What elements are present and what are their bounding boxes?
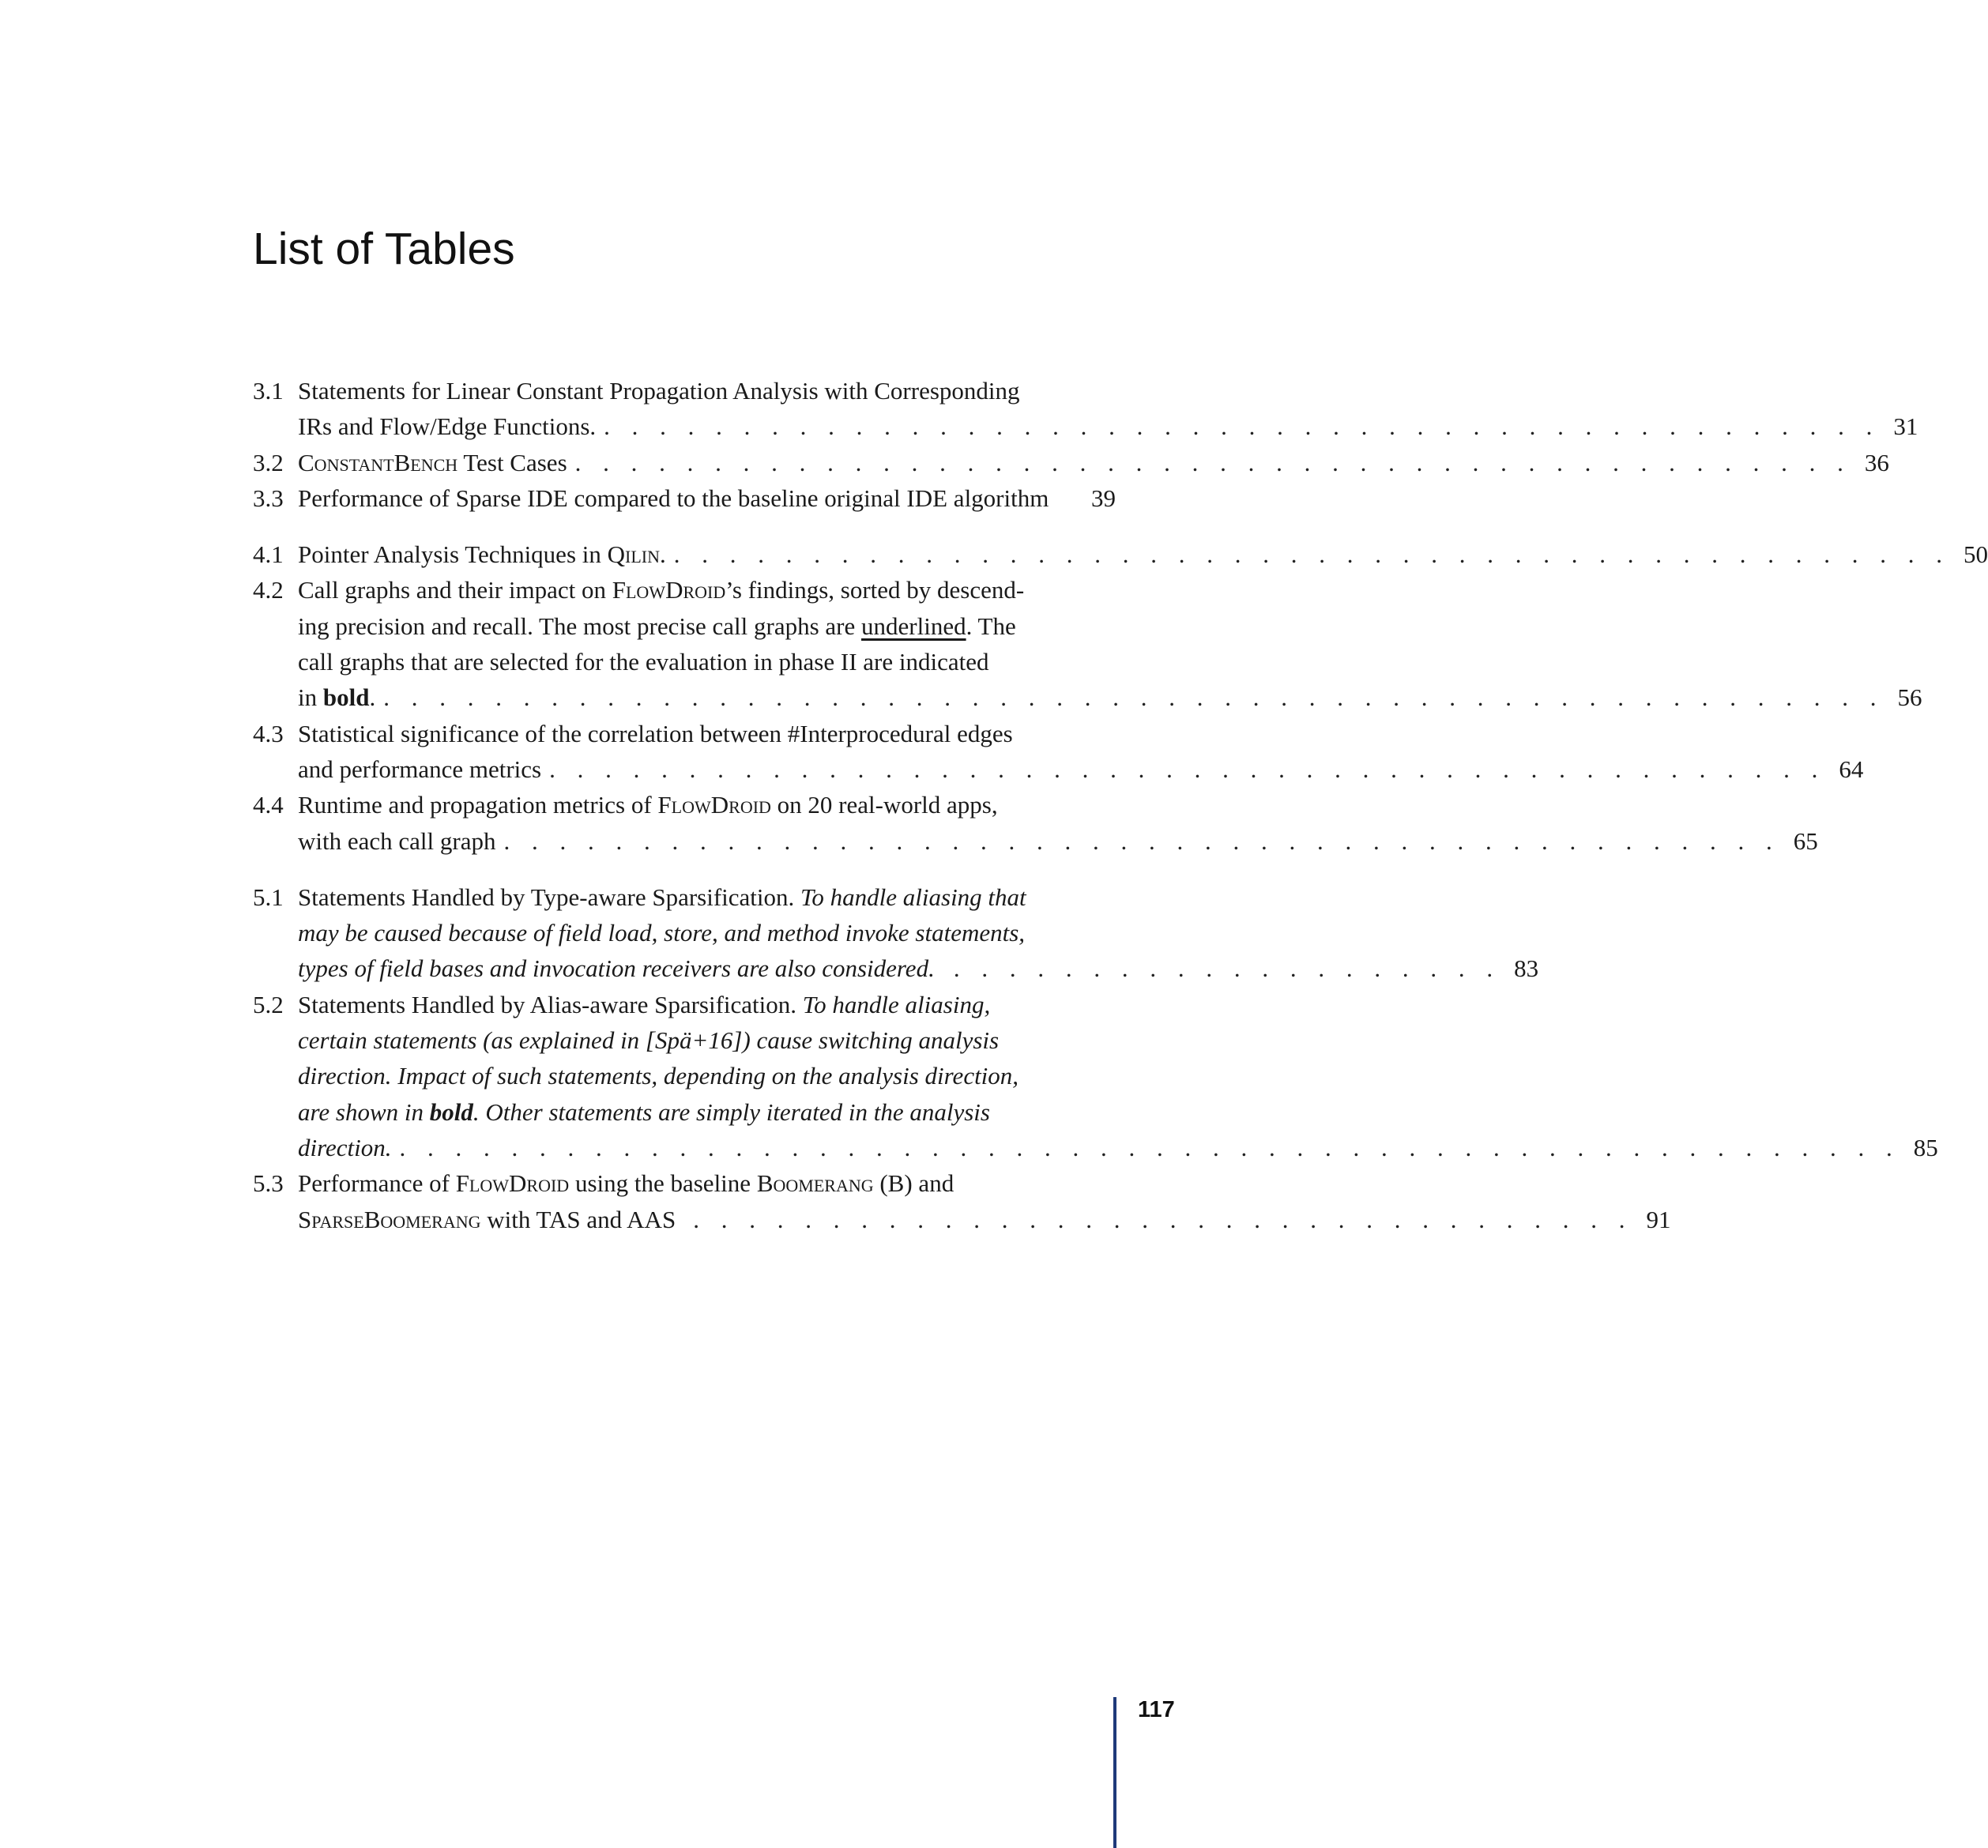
entry-text: . [660, 540, 666, 569]
lot-entry-3-1[interactable] [253, 373, 1918, 445]
entry-text-line: call graphs that are selected for the evaluation in phase II are indicated [298, 648, 989, 676]
page-number: 65 [1793, 826, 1818, 855]
leader-dots: . . . . . . . . . . . . . . . . . . . . . . . . . . . . . . . . . . . . . . . . . . . . . . [549, 755, 1826, 783]
entry-text: Test Cases [457, 448, 567, 476]
lot-entry-5-2[interactable] [253, 987, 1938, 1165]
lot-entry-4-4[interactable] [253, 787, 1818, 859]
entry-text: on 20 real-world apps, [770, 791, 998, 819]
entry-text: . [369, 683, 376, 712]
page-number: 91 [1646, 1205, 1671, 1233]
leader-dots: . . . . . . . . . . . . . . . . . . . . . . . . . . . . . . . . . . . . . . . . . . . . . . [673, 540, 1950, 569]
page-number: 31 [1893, 412, 1918, 441]
lot-entry-4-3[interactable] [253, 716, 1864, 788]
entry-number: 4.1 [253, 540, 284, 569]
entry-number: 4.3 [253, 719, 284, 747]
italic-text: To handle aliasing, [802, 990, 991, 1018]
entry-text: Call graphs and their impact on [298, 576, 612, 604]
italic-text-line: direction. Impact of such statements, depending on the analysis direction, [298, 1062, 1019, 1090]
tool-name: FlowDroid [657, 791, 771, 819]
leader-dots: . . . . . . . . . . . . . . . . . . . . . . . . . . . . . . . . . . . . . . . . . . . . . . [503, 826, 1780, 855]
bold-word: bold [429, 1097, 473, 1126]
entry-number: 5.3 [253, 1169, 284, 1198]
entry-text: . The [966, 612, 1016, 640]
entry-text-line: Statistical significance of the correlation between #Interprocedural edges [298, 719, 1013, 747]
page-number: 85 [1913, 1133, 1938, 1161]
list-of-tables [253, 373, 1988, 1258]
page-number: 56 [1897, 683, 1922, 712]
entry-text: Statements Handled by Type-aware Sparsification. [298, 883, 801, 911]
italic-text: To handle aliasing that [800, 883, 1026, 911]
italic-text-line: direction. [298, 1133, 392, 1161]
entry-number: 3.1 [253, 377, 284, 405]
entry-text-line: IRs and Flow/Edge Functions. [298, 412, 597, 441]
entry-text: Pointer Analysis Techniques in [298, 540, 608, 569]
entry-number: 3.3 [253, 484, 284, 512]
entry-text: Statements Handled by Alias-aware Sparsification. [298, 990, 803, 1018]
lot-entry-3-2[interactable] [253, 445, 1889, 480]
entry-number: 5.1 [253, 883, 284, 911]
bold-word: bold [322, 683, 370, 712]
leader-dots: . . . . . . . . . . . . . . . . . . . . . . . . . . . . . . . . . . . . . . . . . . . . . . . . . . . . . . [399, 1133, 1900, 1161]
italic-text-line: may be caused because of field load, store, and method invoke statements, [298, 919, 1026, 947]
entry-text-line: and performance metrics [298, 755, 542, 783]
leader-dots: . . . . . . . . . . . . . . . . . . . . . . . . . . . . . . . . . . [693, 1205, 1633, 1233]
lot-entry-5-3[interactable] [253, 1165, 1671, 1237]
entry-number: 3.2 [253, 448, 284, 476]
lot-entry-4-2[interactable] [253, 572, 1922, 715]
lot-entry-3-3[interactable] [253, 480, 1116, 516]
page-number: 64 [1839, 755, 1864, 783]
entry-text: in [298, 683, 323, 712]
chapter-3-group [253, 373, 1918, 516]
entry-text: (B) and [873, 1169, 954, 1198]
entry-text: ing precision and recall. The most precise call graphs are [298, 612, 862, 640]
entry-text-line: with each call graph [298, 826, 496, 855]
page-number: 39 [1091, 484, 1116, 512]
footer-page-number: 117 [1138, 1697, 1175, 1722]
page-number: 50 [1964, 540, 1988, 569]
italic-text-line: types of field bases and invocation receivers are also considered. [298, 954, 935, 983]
entry-text: ’s findings, sorted by descend- [725, 576, 1025, 604]
page-number: 83 [1514, 954, 1539, 983]
tool-name: FlowDroid [612, 576, 726, 604]
italic-text: . Other statements are simply iterated in the analysis [473, 1097, 990, 1126]
entry-text-line: Performance of Sparse IDE compared to the baseline original IDE algorithm [298, 484, 1049, 512]
tool-name: SparseBoomerang [298, 1205, 481, 1233]
chapter-4-group [253, 536, 1988, 859]
tool-name: Boomerang [756, 1169, 874, 1198]
italic-text-line: certain statements (as explained in [Spä+16]) cause switching analysis [298, 1026, 1000, 1055]
underlined-word: underlined [861, 612, 966, 640]
entry-number: 4.2 [253, 576, 284, 604]
entry-text-line: Statements for Linear Constant Propagation Analysis with Corresponding [298, 377, 1020, 405]
tool-name: Qilin [607, 540, 660, 569]
entry-text: Performance of [298, 1169, 456, 1198]
leader-dots: . . . . . . . . . . . . . . . . . . . . [953, 954, 1501, 983]
italic-text: are shown in [298, 1097, 430, 1126]
entry-number: 4.4 [253, 791, 284, 819]
entry-text: with TAS and AAS [480, 1205, 676, 1233]
entry-text: using the baseline [569, 1169, 757, 1198]
chapter-5-group [253, 879, 1938, 1237]
page-title: List of Tables [253, 224, 515, 274]
footer-rule [1113, 1697, 1116, 1848]
lot-entry-4-1[interactable] [253, 536, 1988, 572]
leader-dots: . . . . . . . . . . . . . . . . . . . . . . . . . . . . . . . . . . . . . . . . . . . . . . . . . . . . . . [383, 683, 1884, 712]
lot-entry-5-1[interactable] [253, 879, 1539, 987]
entry-number: 5.2 [253, 990, 284, 1018]
entry-text: Runtime and propagation metrics of [298, 791, 658, 819]
tool-name: FlowDroid [455, 1169, 570, 1198]
tool-name: ConstantBench [298, 448, 458, 476]
page-number: 36 [1864, 448, 1889, 476]
leader-dots: . . . . . . . . . . . . . . . . . . . . . . . . . . . . . . . . . . . . . . . . . . . . . . [574, 448, 1851, 476]
leader-dots: . . . . . . . . . . . . . . . . . . . . . . . . . . . . . . . . . . . . . . . . . . . . . . [604, 412, 1881, 441]
